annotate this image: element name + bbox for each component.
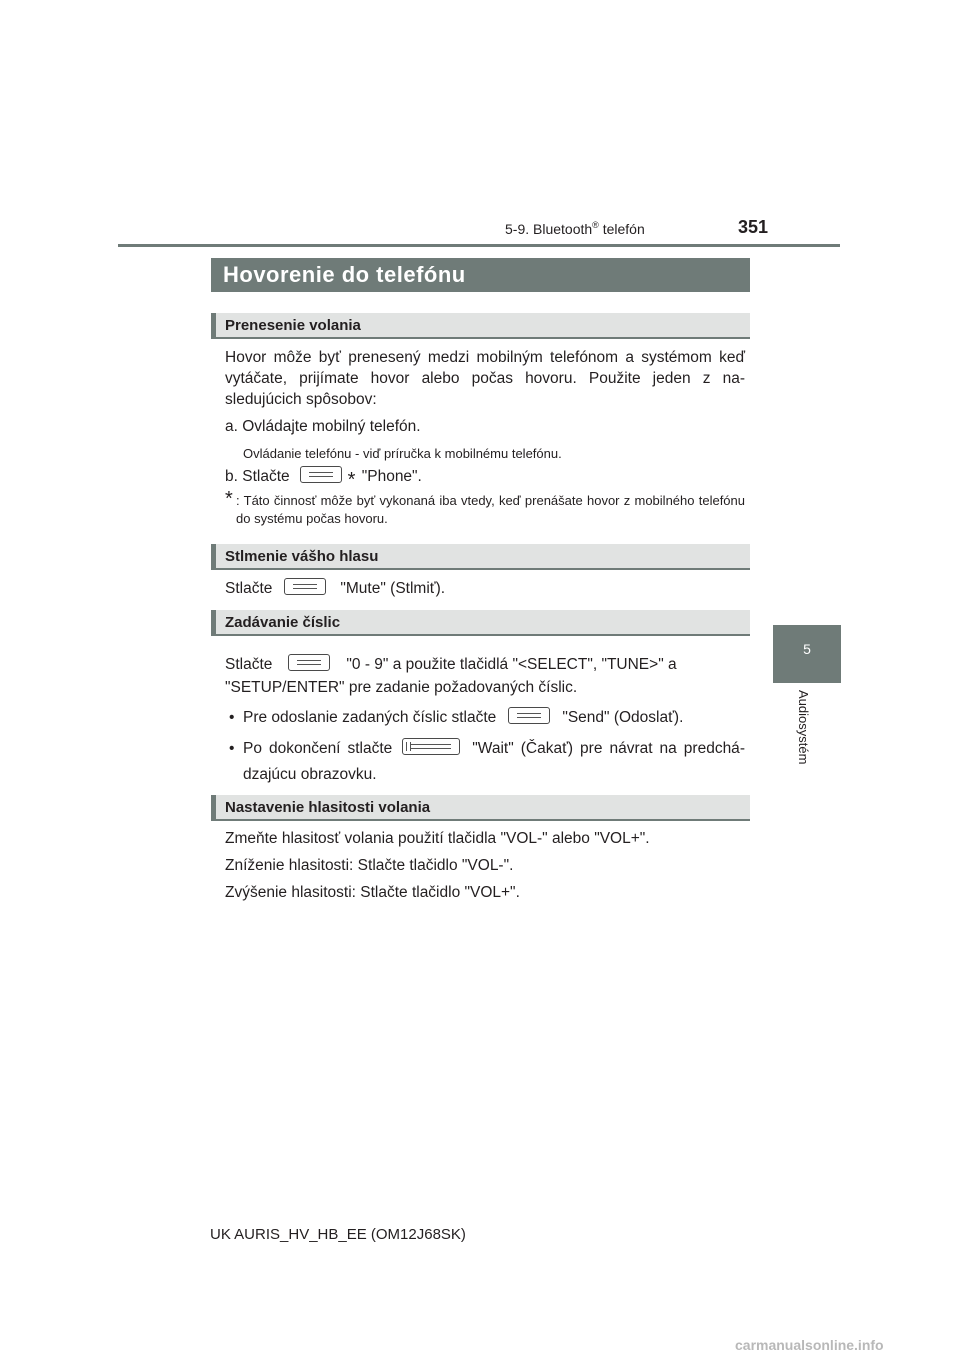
mute-press: Stlačte [225,580,273,597]
chapter-label [797,690,817,780]
wait-text: Po dokončení stlačte [243,740,393,757]
phone-button-icon [288,654,330,671]
chapter-label-text: Audiosystém [796,690,811,765]
phone-button-icon [508,707,550,724]
page-number: 351 [738,217,769,237]
digit-instruction [225,653,745,699]
subheading-call-transfer: Prenesenie volania [211,313,750,339]
section-suffix: telefón [598,221,645,237]
bullet-wait [225,736,745,788]
transfer-option-a-note: Ovládanie telefónu - viď príručka k mobilnému telefónu. [243,446,562,461]
bullet-dot: • [229,709,235,726]
asterisk: * [347,469,356,491]
transfer-option-b [225,466,745,491]
send-label: "Send" (Odoslať). [562,709,684,726]
volume-line-2: Zníženie hlasitosti: Stlačte tlačidlo "VOL-". [225,857,514,874]
subheading-volume: Nastavenie hlasitosti volania [211,795,750,821]
subheading-digit-entry: Zadávanie číslic [211,610,750,636]
subheading-mute: Stlmenie vášho hlasu [211,544,750,570]
bullet-dot: • [229,740,235,757]
bullet-send [225,705,745,731]
option-b-phone: "Phone". [361,468,422,485]
phone-button-icon [300,466,342,483]
document-code: UK AURIS_HV_HB_EE (OM12J68SK) [210,1226,466,1243]
page-title: Hovorenie do telefónu [211,258,750,292]
header-rule [118,244,840,247]
transfer-intro: Hovor môže byť prenesený medzi mobilným telefónom a systémom keď vytáčate, prijímate hovor alebo počas hovoru. Použite jeden z nasledujúcich spôsobov: [225,349,745,408]
volume-line-1: Zmeňte hlasitosť volania použití tlačidla "VOL-" alebo "VOL+". [225,830,650,847]
digit-text: "0 - 9" a použite tlačidlá "<SELECT", "TUNE>" a "SETUP/ENTER" pre zadanie požadovaných číslic. [225,656,677,696]
wait-button-icon [402,738,460,755]
send-text: Pre odoslanie zadaných číslic stlačte [243,709,497,726]
footnote-asterisk: * [225,488,233,510]
mute-instruction [225,578,745,599]
mute-label: "Mute" (Stlmiť). [340,580,446,597]
section-header [505,220,645,237]
chapter-tab: 5 [773,625,841,683]
transfer-option-a: a. Ovládajte mobilný telefón. [225,418,421,435]
option-b-text: b. Stlačte [225,468,290,485]
footnote-text: : Táto činnosť môže byť vykonaná iba vtedy, keď prenášate hovor z mobilného telefónu do systému počas hovoru. [236,493,745,526]
phone-button-icon [284,578,326,595]
wait-label: "Wait" (Čakať) pre návrat na predchádzajúcu obrazovku. [243,740,745,783]
watermark: carmanualsonline.info [735,1337,884,1353]
digit-press: Stlačte [225,656,273,673]
section-name: 5-9. Bluetooth [505,221,593,237]
volume-line-3: Zvýšenie hlasitosti: Stlačte tlačidlo "VOL+". [225,884,520,901]
registered-mark: ® [592,220,599,230]
footnote [225,488,745,528]
